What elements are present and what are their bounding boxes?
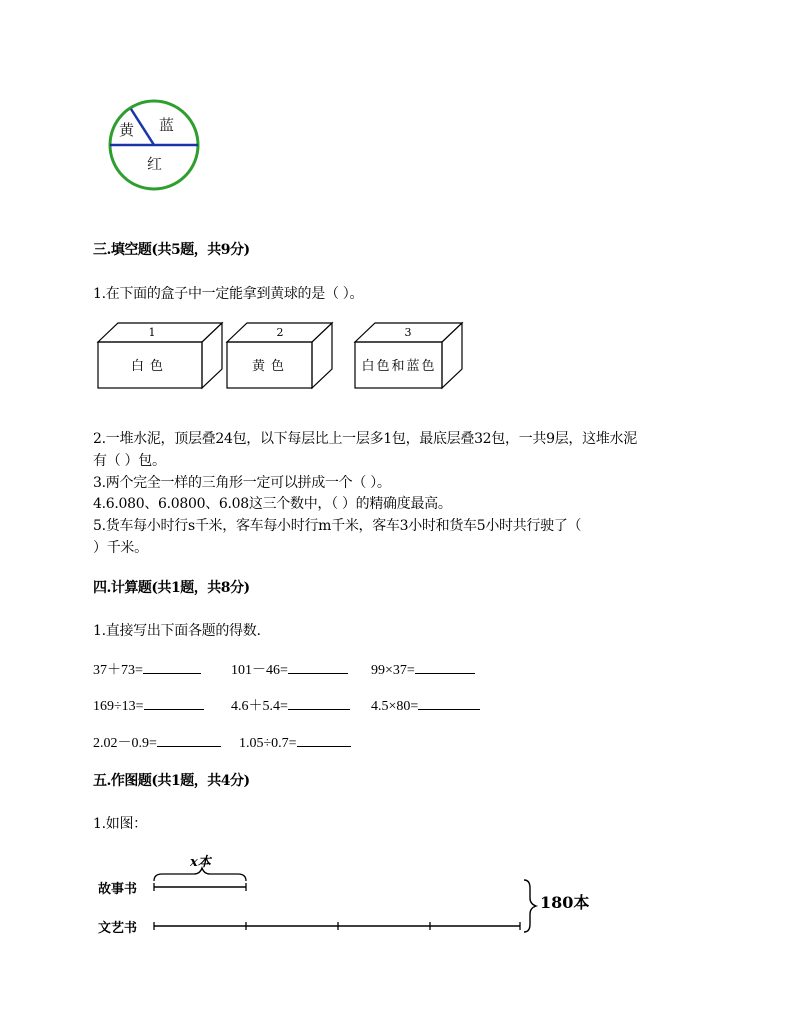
answer-blank[interactable] xyxy=(288,659,348,674)
box-1-label: 白色 xyxy=(130,359,170,374)
art-books-label: 文艺书 xyxy=(98,921,138,936)
answer-blank[interactable] xyxy=(143,659,201,674)
q4-1-text: 1.直接写出下面各题的得数. xyxy=(93,623,261,639)
answer-blank[interactable] xyxy=(418,695,480,710)
q3-2-text-line2: 有（ ）包。 xyxy=(93,453,166,469)
calc-expression: 37＋73= xyxy=(93,663,143,678)
calc-expression: 2.02－0.9= xyxy=(93,736,157,751)
wheel-diagonal-line xyxy=(131,109,154,145)
box-3-number: 3 xyxy=(404,326,412,339)
calc-expression: 169÷13= xyxy=(93,699,144,714)
calc-item xyxy=(93,695,204,715)
total-brace xyxy=(524,880,536,932)
answer-blank[interactable] xyxy=(288,695,350,710)
q3-4-text: 4.6.080、6.0800、6.08这三个数中，（ ）的精确度最高。 xyxy=(93,496,452,512)
boxes-figure xyxy=(96,320,468,390)
box-3-label: 白色和蓝色 xyxy=(361,359,437,374)
calc-item xyxy=(231,695,350,715)
answer-blank[interactable] xyxy=(157,732,221,747)
calc-expression: 99×37= xyxy=(371,663,415,678)
box-2-number: 2 xyxy=(276,326,284,339)
calc-item xyxy=(371,695,480,715)
total-books-label: 180本 xyxy=(540,893,590,912)
answer-blank[interactable] xyxy=(297,732,351,747)
calc-expression: 4.5×80= xyxy=(371,699,419,714)
answer-blank[interactable] xyxy=(144,695,204,710)
box-2-label: 黄色 xyxy=(251,359,291,374)
calc-item xyxy=(371,659,475,679)
wheel-label-red: 红 xyxy=(147,155,163,173)
q3-5-text-line2: ）千米。 xyxy=(93,540,148,556)
calc-expression: 1.05÷0.7= xyxy=(239,736,297,751)
calc-item xyxy=(93,732,221,752)
answer-blank[interactable] xyxy=(415,659,475,674)
box-1-number: 1 xyxy=(148,326,156,339)
calc-item xyxy=(239,732,351,752)
calc-expression: 101－46= xyxy=(231,663,288,678)
box-1 xyxy=(98,323,222,388)
q3-2-text-line1: 2.一堆水泥，顶层叠24包，以下每层比上一层多1包，最底层叠32包，一共9层，这堆水泥 xyxy=(93,431,637,447)
q3-1-text: 1.在下面的盒子中一定能拿到黄球的是（ ）。 xyxy=(93,286,364,302)
calc-item xyxy=(93,659,201,679)
q3-5-text-line1: 5.货车每小时行s千米，客车每小时行m千米，客车3小时和货车5小时共行驶了（ xyxy=(93,518,582,534)
story-books-label: 故事书 xyxy=(98,882,138,897)
book-segment-diagram xyxy=(96,848,606,938)
color-wheel-figure xyxy=(104,97,204,193)
section-3-title: 三.填空题(共5题，共9分) xyxy=(93,242,250,258)
calc-expression: 4.6＋5.4= xyxy=(231,699,288,714)
calc-item xyxy=(231,659,348,679)
q3-3-text: 3.两个完全一样的三角形一定可以拼成一个（ ）。 xyxy=(93,475,391,491)
section-5-title: 五.作图题(共1题，共4分) xyxy=(93,773,250,789)
x-books-label: x本 xyxy=(190,855,211,870)
q5-1-text: 1.如图： xyxy=(93,816,147,832)
section-4-title: 四.计算题(共1题，共8分) xyxy=(93,580,250,596)
wheel-label-yellow: 黄 xyxy=(119,121,135,139)
wheel-label-blue: 蓝 xyxy=(159,116,175,134)
